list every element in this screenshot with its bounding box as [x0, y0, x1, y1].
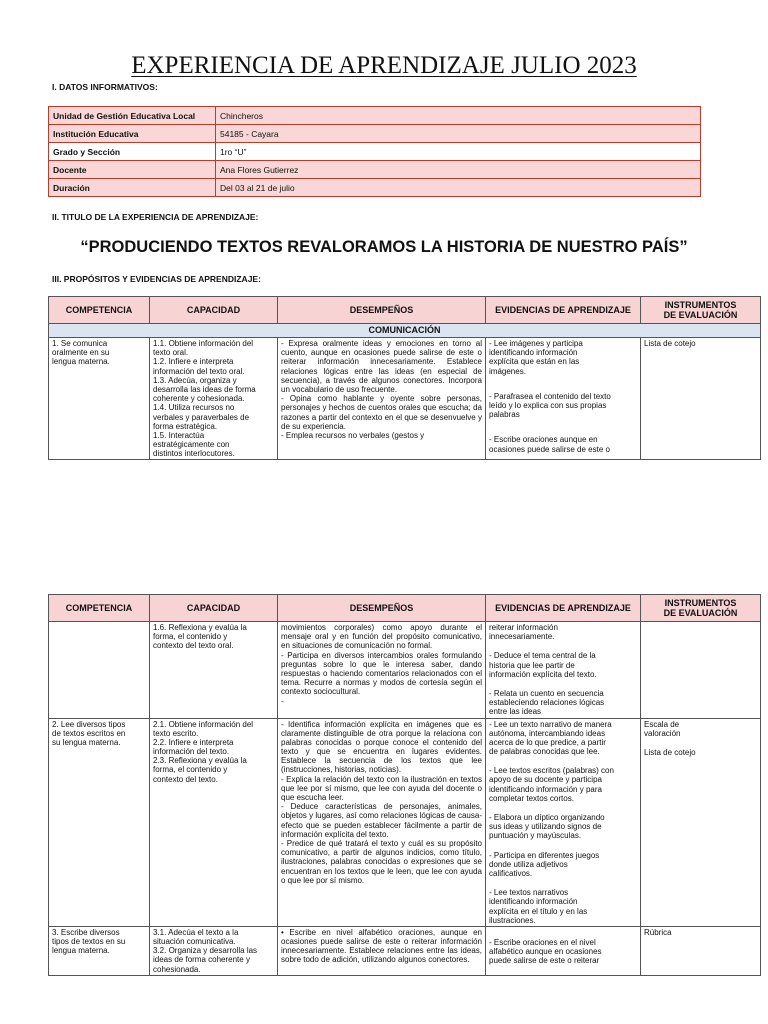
document-title: EXPERIENCIA DE APRENDIZAJE JULIO 2023	[131, 52, 637, 79]
info-value: Ana Flores Gutierrez	[216, 161, 701, 179]
experience-title: “PRODUCIENDO TEXTOS REVALORAMOS LA HISTORIA DE NUESTRO PAÍS”	[80, 238, 688, 256]
propositos-table	[48, 296, 761, 460]
col-desempenos: DESEMPEÑOS	[278, 595, 486, 622]
section-datos-informativos: I. DATOS INFORMATIVOS:	[52, 82, 158, 92]
info-value: 54185 - Cayara	[216, 125, 701, 143]
instrumentos-cell	[641, 622, 761, 719]
info-value: 1ro “U”	[216, 143, 701, 161]
col-capacidad: CAPACIDAD	[150, 297, 278, 324]
header-row	[49, 595, 761, 622]
table-row	[49, 338, 761, 460]
instrumentos-cell: Rúbrica	[641, 926, 761, 975]
info-row	[49, 143, 701, 161]
area-comunicacion: COMUNICACIÓN	[49, 324, 761, 338]
info-row	[49, 179, 701, 197]
evidencias-cell: - Escribe oraciones en el nivel alfabético aunque en ocasiones puede salirse de este o reiterar	[486, 926, 641, 975]
desempenos-cell: • Escribe en nivel alfabético oraciones, aunque en ocasiones puede salirse de este o reiterar información innecesariamente. Establece relaciones entre las ideas, sobre todo de adición, utilizando algunos conectores.	[278, 926, 486, 975]
section-titulo: II. TITULO DE LA EXPERIENCIA DE APRENDIZAJE:	[52, 212, 259, 222]
col-instrumentos: INSTRUMENTOS DE EVALUACIÓN	[641, 595, 761, 622]
col-competencia: COMPETENCIA	[49, 595, 150, 622]
info-label: Duración	[49, 179, 216, 197]
competencia-cell: 2. Lee diversos tipos de textos escritos en su lengua materna.	[49, 718, 150, 926]
desempenos-cell: - Expresa oralmente ideas y emociones en torno al cuento, aunque en ocasiones puede salirse de este o reiterar información innecesariamente. Establece relaciones lógicas entre las ideas (en especial de secuencia), a través de algunos conectores. Incorpora un vocabulario de uso frecuente. - Opina como hablante y oyente sobre personas, personajes y hechos de cuentos orales que escucha; da razones a partir del contexto en el que se desenvuelve y de su experiencia. - Emplea recursos no verbales (gestos y	[278, 338, 486, 460]
info-row	[49, 107, 701, 125]
col-evidencias: EVIDENCIAS DE APRENDIZAJE	[486, 297, 641, 324]
page-2	[0, 592, 768, 1024]
col-desempenos: DESEMPEÑOS	[278, 297, 486, 324]
table-row	[49, 622, 761, 719]
info-value: Del 03 al 21 de julio	[216, 179, 701, 197]
section-propositos: III. PROPÓSITOS Y EVIDENCIAS DE APRENDIZAJE:	[52, 274, 261, 284]
table-row	[49, 718, 761, 926]
instrumentos-cell: Lista de cotejo	[641, 338, 761, 460]
desempenos-cell: - Identifica información explícita en imágenes que es claramente distinguible de otra porque la relaciona con palabras conocidas o porque conoce el contenido del texto y que se encuentra en lugares evidentes. Establece la secuencia de los textos que lee (instrucciones, historias, noticias). - Explica la relación del texto con la ilustración en textos que lee por sí mismo, que lee con ayuda del docente o que escucha leer. - Deduce características de personajes, animales, objetos y lugares, así como relaciones lógicas de causa-efecto que se pueden establecer fácilmente a partir de información explícita del texto. - Predice de qué tratará el texto y cuál es su propósito comunicativo, a partir de algunos indicios, como título, ilustraciones, palabras conocidas o expresiones que se encuentran en los textos que le leen, que lee con ayuda o que lee por sí mismo.	[278, 718, 486, 926]
capacidad-cell: 1.6. Reflexiona y evalúa la forma, el contenido y contexto del texto oral.	[150, 622, 278, 719]
info-row	[49, 161, 701, 179]
capacidad-cell: 2.1. Obtiene información del texto escrito. 2.2. Infiere e interpreta información del texto. 2.3. Reflexiona y evalúa la forma, el contenido y contexto del texto.	[150, 718, 278, 926]
info-value: Chincheros	[216, 107, 701, 125]
capacidad-cell: 3.1. Adecúa el texto a la situación comunicativa. 3.2. Organiza y desarrolla las ideas de forma coherente y cohesionada.	[150, 926, 278, 975]
capacidad-cell: 1.1. Obtiene información del texto oral. 1.2. Infiere e interpreta información del texto oral. 1.3. Adecúa, organiza y desarrolla las ideas de forma coherente y cohesionada. 1.4. Utiliza recursos no verbales y paraverbales de forma estratégica. 1.5. Interactúa estratégicamente con distintos interlocutores.	[150, 338, 278, 460]
evidencias-cell: - Lee un texto narrativo de manera autónoma, intercambiando ideas acerca de lo que predice, a partir de palabras conocidas que lee. - Lee textos escritos (palabras) con apoyo de su docente y participa identificando información y para completar textos cortos. - Elabora un díptico organizando sus ideas y utilizando signos de puntuación y mayúsculas. - Participa en diferentes juegos donde utiliza adjetivos calificativos. - Lee textos narrativos identificando información explícita en el título y en las ilustraciones.	[486, 718, 641, 926]
info-table	[48, 106, 701, 197]
col-evidencias: EVIDENCIAS DE APRENDIZAJE	[486, 595, 641, 622]
header-row	[49, 297, 761, 324]
competencia-cell	[49, 622, 150, 719]
page-gap	[0, 487, 768, 592]
evidencias-cell: reiterar información innecesariamente. - Deduce el tema central de la historia que lee partir de información explícita del texto. - Relata un cuento en secuencia estableciendo relaciones lógicas entre las ideas	[486, 622, 641, 719]
instrumentos-cell: Escala de valoración Lista de cotejo	[641, 718, 761, 926]
desempenos-cell: movimientos corporales) como apoyo durante el mensaje oral y en función del propósito comunicativo, en situaciones de comunicación no formal. - Participa en diversos intercambios orales formulando preguntas sobre lo que le interesa saber, dando respuestas o haciendo comentarios relacionados con el tema. Recurre a normas y modos de cortesía según el contexto sociocultural. -	[278, 622, 486, 719]
info-row	[49, 125, 701, 143]
competencia-cell: 3. Escribe diversos tipos de textos en su lengua materna.	[49, 926, 150, 975]
table-row	[49, 926, 761, 975]
competencia-cell: 1. Se comunica oralmente en su lengua materna.	[49, 338, 150, 460]
info-label: Unidad de Gestión Educativa Local	[49, 107, 216, 125]
col-competencia: COMPETENCIA	[49, 297, 150, 324]
info-label: Docente	[49, 161, 216, 179]
propositos-table-continued	[48, 594, 761, 976]
info-label: Institución Educativa	[49, 125, 216, 143]
col-instrumentos: INSTRUMENTOS DE EVALUACIÓN	[641, 297, 761, 324]
page-1	[0, 0, 768, 487]
info-label: Grado y Sección	[49, 143, 216, 161]
evidencias-cell: - Lee imágenes y participa identificando información explícita que están en las imágenes. - Parafrasea el contenido del texto leído y lo explica con sus propias palabras - Escribe oraciones aunque en ocasiones puede salirse de este o	[486, 338, 641, 460]
col-capacidad: CAPACIDAD	[150, 595, 278, 622]
